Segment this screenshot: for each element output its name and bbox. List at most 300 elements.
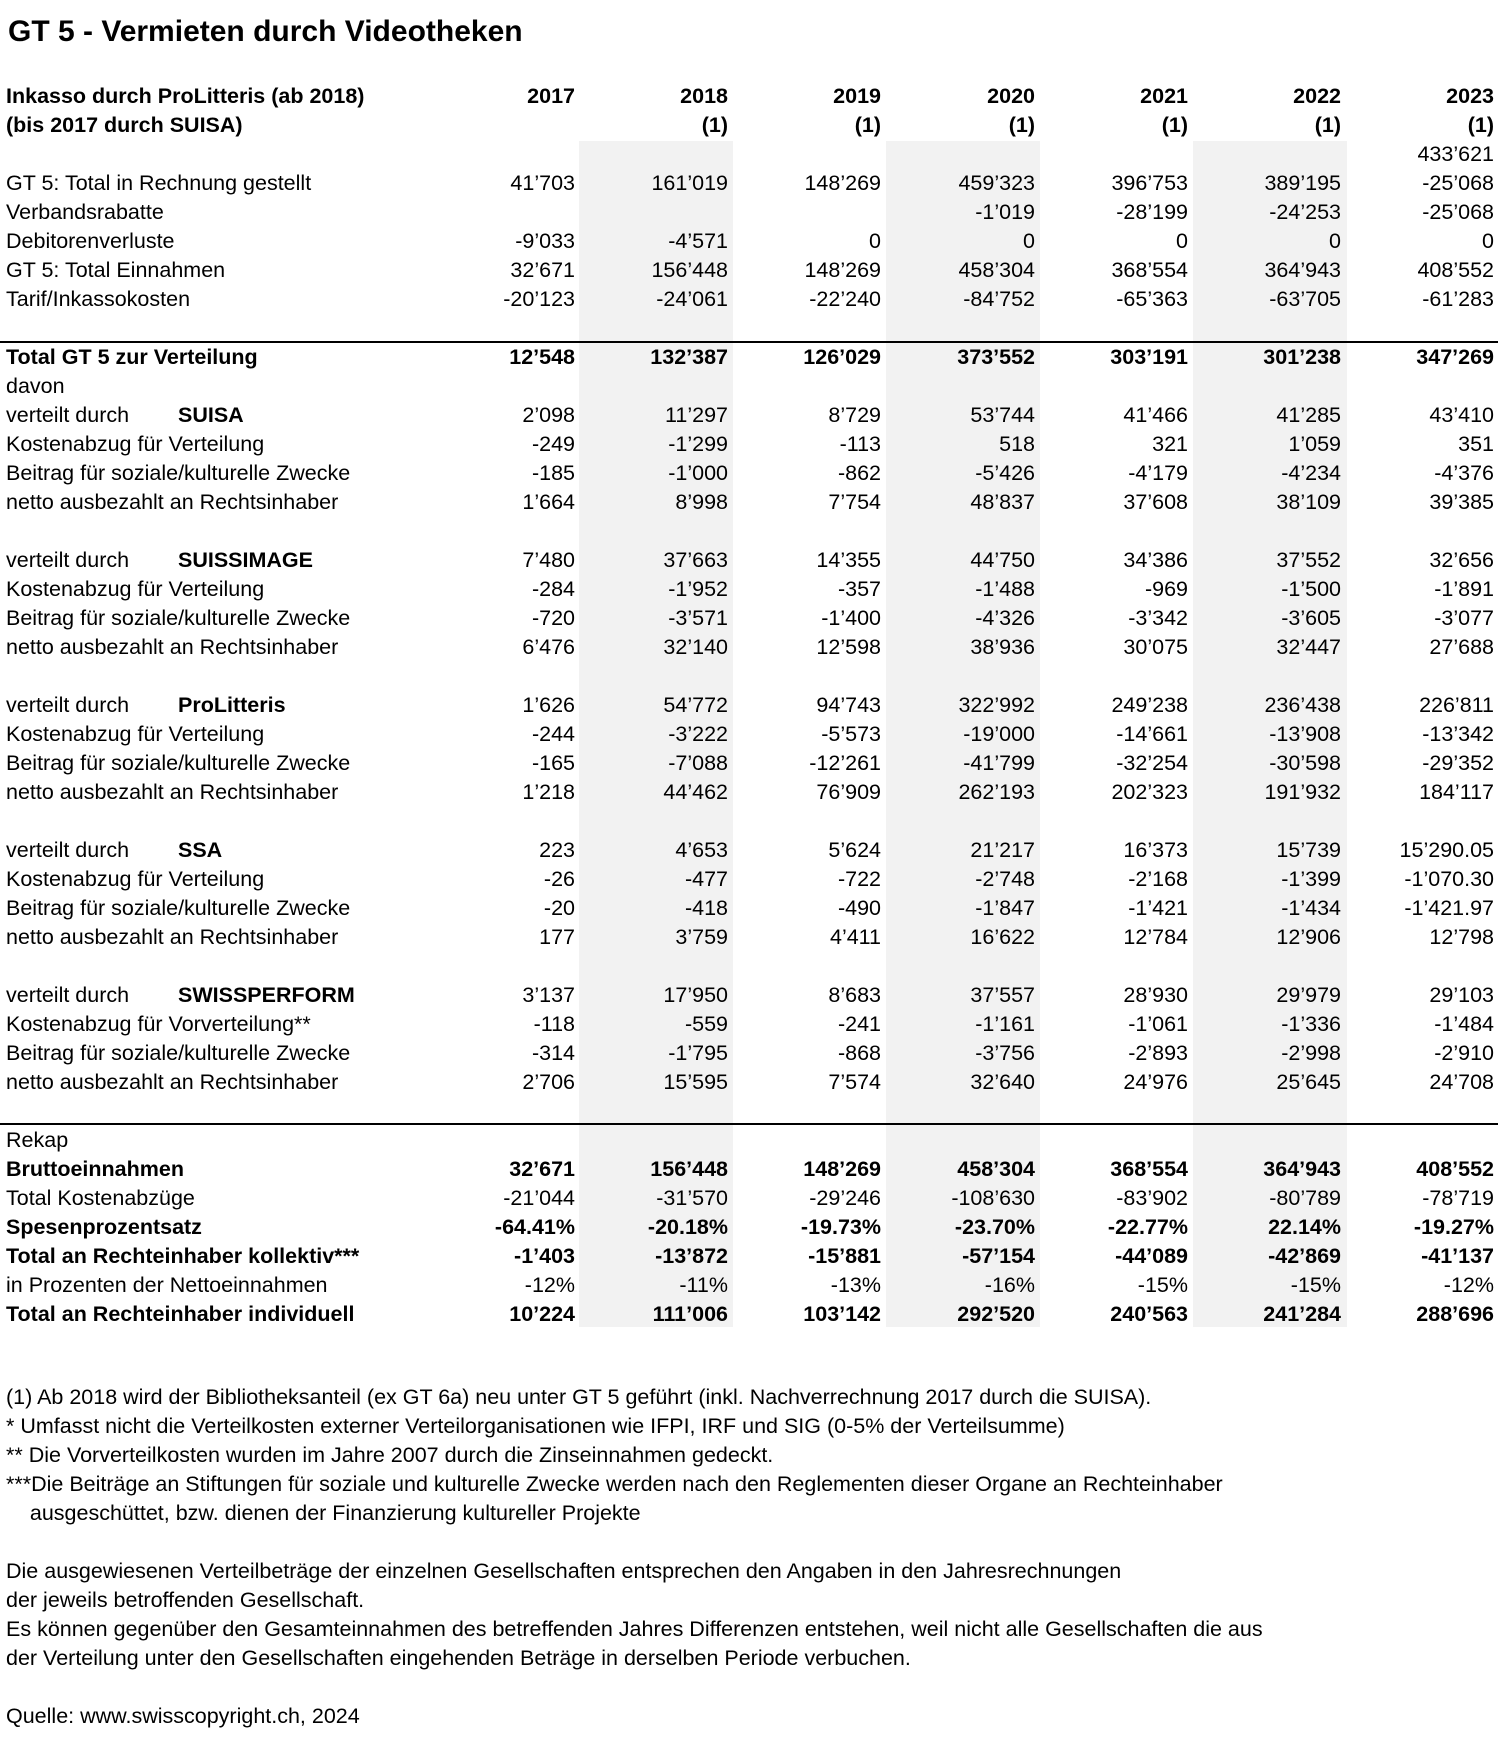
table-cell: 303’191 [1110, 345, 1188, 369]
table-cell: -24’061 [656, 287, 728, 311]
table-cell: 177 [539, 925, 575, 949]
footnote-line: ausgeschüttet, bzw. dienen der Finanzierung kultureller Projekte [6, 1501, 641, 1525]
table-cell: -4’234 [1281, 461, 1341, 485]
table-cell: 44’750 [970, 548, 1035, 572]
row-label: GT 5: Total Einnahmen [6, 258, 226, 282]
table-row [0, 662, 1500, 691]
table-cell: 0 [1176, 229, 1188, 253]
row-label: Kostenabzug für Verteilung [6, 577, 265, 601]
year-note: (1) [1161, 113, 1188, 137]
row-label: GT 5: Total in Rechnung gestellt [6, 171, 312, 195]
table-cell: -12’261 [809, 751, 881, 775]
year-header-2023: 2023 [1446, 84, 1494, 108]
table-cell: 148’269 [804, 258, 881, 282]
row-label: Total Kostenabzüge [6, 1186, 195, 1210]
table-cell: 1’218 [522, 780, 575, 804]
header-row-2 [0, 111, 1500, 140]
table-cell: -15% [1290, 1273, 1341, 1297]
table-cell: 103’142 [803, 1302, 881, 1326]
table-cell: -1’488 [975, 577, 1035, 601]
table-cell: 161’019 [651, 171, 728, 195]
table-cell: -108’630 [951, 1186, 1035, 1210]
table-cell: 241’284 [1263, 1302, 1341, 1326]
table-cell: -559 [684, 1012, 728, 1036]
table-cell: -4’376 [1434, 461, 1494, 485]
table-cell: -118 [533, 1012, 575, 1036]
table-cell: 76’909 [816, 780, 881, 804]
table-cell: -3’077 [1434, 606, 1494, 630]
table-cell: -3’756 [975, 1041, 1035, 1065]
table-cell: -3’342 [1128, 606, 1188, 630]
table-cell: 518 [999, 432, 1035, 456]
table-cell: -1’795 [668, 1041, 728, 1065]
table-cell: -3’605 [1281, 606, 1341, 630]
table-cell: -1’847 [975, 896, 1035, 920]
table-cell: -13% [830, 1273, 881, 1297]
organization-name: SWISSPERFORM [178, 983, 355, 1007]
table-row [0, 778, 1500, 807]
table-cell: 364’943 [1263, 1157, 1341, 1181]
table-cell: -5’573 [821, 722, 881, 746]
table-cell: 3’759 [675, 925, 728, 949]
row-label: verteilt durch [6, 693, 130, 717]
table-cell: 2’098 [522, 403, 575, 427]
table-row [0, 1039, 1500, 1068]
table-cell: 53’744 [970, 403, 1035, 427]
year-header-2019: 2019 [833, 84, 881, 108]
table-cell: -1’400 [821, 606, 881, 630]
table-cell: 408’552 [1416, 1157, 1494, 1181]
table-cell: 15’595 [663, 1070, 728, 1094]
table-cell: -5’426 [975, 461, 1035, 485]
row-label: Kostenabzug für Verteilung [6, 432, 265, 456]
table-row [0, 1155, 1500, 1184]
table-cell: 39’385 [1429, 490, 1494, 514]
table-cell: 10’224 [509, 1302, 575, 1326]
table-cell: -9’033 [515, 229, 575, 253]
table-cell: 301’238 [1263, 345, 1341, 369]
table-cell: 408’552 [1417, 258, 1494, 282]
header-label-line2: (bis 2017 durch SUISA) [6, 113, 243, 137]
table-cell: 29’979 [1276, 983, 1341, 1007]
table-row [0, 691, 1500, 720]
table-cell: -32’254 [1116, 751, 1188, 775]
table-cell: -25’068 [1422, 171, 1494, 195]
table-cell: -477 [684, 867, 728, 891]
table-cell: 32’671 [510, 258, 575, 282]
table-cell: -13’872 [655, 1244, 728, 1268]
table-cell: -61’283 [1422, 287, 1494, 311]
table-cell: 44’462 [663, 780, 728, 804]
table-cell: -969 [1144, 577, 1188, 601]
year-header-2017: 2017 [527, 84, 575, 108]
table-cell: 262’193 [958, 780, 1035, 804]
table-cell: 27’688 [1429, 635, 1494, 659]
year-note: (1) [854, 113, 881, 137]
table-cell: -1’019 [975, 200, 1035, 224]
table-row [0, 1126, 1500, 1155]
table-row [0, 575, 1500, 604]
table-cell: -1’952 [668, 577, 728, 601]
table-cell: 37’663 [663, 548, 728, 572]
table-cell: 8’998 [675, 490, 728, 514]
page-title: GT 5 - Vermieten durch Videotheken [8, 15, 523, 48]
table-cell: -1’891 [1434, 577, 1494, 601]
table-cell: 368’554 [1111, 258, 1188, 282]
table-cell: 29’103 [1429, 983, 1494, 1007]
table-cell: -1’421 [1128, 896, 1188, 920]
table-cell: -19.73% [800, 1215, 881, 1239]
row-label: Beitrag für soziale/kulturelle Zwecke [6, 751, 351, 775]
table-row [0, 807, 1500, 836]
table-cell: -15% [1137, 1273, 1188, 1297]
table-cell: 12’548 [509, 345, 575, 369]
table-row [0, 546, 1500, 575]
table-cell: -2’998 [1281, 1041, 1341, 1065]
table-cell: -26 [543, 867, 575, 891]
table-cell: -4’326 [975, 606, 1035, 630]
table-cell: 347’269 [1416, 345, 1494, 369]
table-cell: 148’269 [803, 1157, 881, 1181]
table-cell: 38’109 [1276, 490, 1341, 514]
table-cell: -2’910 [1434, 1041, 1494, 1065]
table-cell: 433’621 [1417, 142, 1494, 166]
row-label: netto ausbezahlt an Rechtsinhaber [6, 490, 339, 514]
table-cell: 15’290.05 [1399, 838, 1494, 862]
table-cell: 7’754 [828, 490, 881, 514]
table-row [0, 894, 1500, 923]
organization-name: SSA [178, 838, 223, 862]
table-cell: 202’323 [1111, 780, 1188, 804]
table-cell: 32’656 [1429, 548, 1494, 572]
row-label: Kostenabzug für Verteilung [6, 722, 265, 746]
table-cell: 41’703 [510, 171, 575, 195]
table-cell: 37’552 [1276, 548, 1341, 572]
table-row [0, 372, 1500, 401]
table-cell: -44’089 [1115, 1244, 1188, 1268]
table-cell: -720 [531, 606, 575, 630]
table-row [0, 1010, 1500, 1039]
table-cell: 7’480 [522, 548, 575, 572]
table-cell: 21’217 [970, 838, 1035, 862]
year-header-2018: 2018 [680, 84, 728, 108]
header-row-1 [0, 82, 1500, 111]
table-cell: -16% [984, 1273, 1035, 1297]
table-cell: -20 [543, 896, 575, 920]
table-cell: -63’705 [1269, 287, 1341, 311]
row-label: in Prozenten der Nettoeinnahmen [6, 1273, 328, 1297]
row-label: Beitrag für soziale/kulturelle Zwecke [6, 1041, 351, 1065]
table-cell: -83’902 [1116, 1186, 1188, 1210]
organization-name: SUISSIMAGE [178, 548, 313, 572]
table-row [0, 169, 1500, 198]
table-cell: -78’719 [1422, 1186, 1494, 1210]
table-cell: -23.70% [954, 1215, 1035, 1239]
row-label: davon [6, 374, 65, 398]
table-cell: -31’570 [656, 1186, 728, 1210]
table-cell: -1’000 [668, 461, 728, 485]
table-cell: 38’936 [970, 635, 1035, 659]
table-cell: 24’976 [1123, 1070, 1188, 1094]
organization-name: ProLitteris [178, 693, 286, 717]
table-cell: -1’161 [975, 1012, 1035, 1036]
table-cell: -22’240 [809, 287, 881, 311]
row-label: netto ausbezahlt an Rechtsinhaber [6, 780, 339, 804]
table-cell: 22.14% [1268, 1215, 1341, 1239]
table-row [0, 1271, 1500, 1300]
table-cell: 132’387 [650, 345, 728, 369]
table-cell: 184’117 [1419, 780, 1494, 804]
table-row [0, 981, 1500, 1010]
table-cell: -42’869 [1268, 1244, 1341, 1268]
table-cell: 2’706 [522, 1070, 575, 1094]
table-cell: -1’403 [514, 1244, 575, 1268]
table-row [0, 1213, 1500, 1242]
table-cell: 41’466 [1123, 403, 1188, 427]
table-cell: -22.77% [1107, 1215, 1188, 1239]
table-row [0, 343, 1500, 372]
table-row [0, 488, 1500, 517]
table-cell: -2’168 [1128, 867, 1188, 891]
table-row [0, 285, 1500, 314]
table-cell: -80’789 [1269, 1186, 1341, 1210]
table-cell: -28’199 [1116, 200, 1188, 224]
table-row [0, 198, 1500, 227]
row-label: verteilt durch [6, 838, 130, 862]
table-cell: 321 [1152, 432, 1188, 456]
row-label: Beitrag für soziale/kulturelle Zwecke [6, 461, 351, 485]
table-row [0, 256, 1500, 285]
year-header-2020: 2020 [987, 84, 1035, 108]
table-cell: 34’386 [1123, 548, 1188, 572]
footnote-line: der jeweils betroffenden Gesellschaft. [6, 1588, 365, 1612]
table-row [0, 517, 1500, 546]
table-cell: -185 [531, 461, 575, 485]
table-cell: -249 [531, 432, 575, 456]
row-label: Total GT 5 zur Verteilung [6, 345, 258, 369]
table-cell: 0 [1329, 229, 1341, 253]
table-cell: 373’552 [957, 345, 1035, 369]
footnote-line: ***Die Beiträge an Stiftungen für soziale und kulturelle Zwecke werden nach den Reglementen dieser Organe an Rechteinhaber [6, 1472, 1223, 1496]
table-cell: 15’739 [1276, 838, 1341, 862]
row-label: Spesenprozentsatz [6, 1215, 202, 1239]
footnote-line: (1) Ab 2018 wird der Bibliotheksanteil (ex GT 6a) neu unter GT 5 geführt (inkl. Nachverrechnung 2017 durch die SUISA). [6, 1385, 1152, 1409]
table-cell: 28’930 [1123, 983, 1188, 1007]
table-cell: -357 [837, 577, 881, 601]
table-cell: 11’297 [665, 403, 728, 427]
table-cell: 1’664 [522, 490, 575, 514]
table-cell: 17’950 [663, 983, 728, 1007]
table-row [0, 1097, 1500, 1126]
row-label: Kostenabzug für Verteilung [6, 867, 265, 891]
table-cell: -4’571 [668, 229, 728, 253]
row-label: netto ausbezahlt an Rechtsinhaber [6, 1070, 339, 1094]
table-cell: -11% [679, 1273, 728, 1297]
table-cell: 16’622 [970, 925, 1035, 949]
table-cell: -113 [839, 432, 881, 456]
table-cell: -241 [837, 1012, 881, 1036]
table-cell: -41’799 [963, 751, 1035, 775]
table-cell: 30’075 [1123, 635, 1188, 659]
table-cell: -722 [837, 867, 881, 891]
row-label: Debitorenverluste [6, 229, 175, 253]
table-cell: -1’421.97 [1404, 896, 1494, 920]
table-cell: 8’683 [828, 983, 881, 1007]
row-label: Kostenabzug für Vorverteilung** [6, 1012, 311, 1036]
table-cell: 4’411 [829, 925, 881, 949]
table-cell: 223 [539, 838, 575, 862]
table-cell: -14’661 [1116, 722, 1188, 746]
table-row [0, 1184, 1500, 1213]
row-label: verteilt durch [6, 983, 130, 1007]
table-cell: 12’784 [1123, 925, 1188, 949]
row-label: netto ausbezahlt an Rechtsinhaber [6, 635, 339, 659]
table-cell: 54’772 [663, 693, 728, 717]
table-cell: 7’574 [828, 1070, 881, 1094]
table-cell: -20’123 [503, 287, 575, 311]
table-cell: 32’447 [1276, 635, 1341, 659]
table-cell: 43’410 [1429, 403, 1494, 427]
table-row [0, 604, 1500, 633]
row-label: Rekap [6, 1128, 69, 1152]
footnote-line: Es können gegenüber den Gesamteinnahmen des betreffenden Jahres Differenzen entstehen, weil nicht alle Gesellschaften die aus [6, 1617, 1263, 1641]
table-row [0, 720, 1500, 749]
row-label: Tarif/Inkassokosten [6, 287, 191, 311]
table-cell: -29’352 [1422, 751, 1494, 775]
table-cell: 351 [1458, 432, 1494, 456]
table-cell: -284 [531, 577, 575, 601]
table-cell: -165 [531, 751, 575, 775]
table-row [0, 1068, 1500, 1097]
table-cell: -41’137 [1421, 1244, 1494, 1268]
year-note: (1) [1467, 113, 1494, 137]
table-cell: 8’729 [828, 403, 881, 427]
table-cell: -1’500 [1281, 577, 1341, 601]
year-note: (1) [1008, 113, 1035, 137]
table-cell: 48’837 [970, 490, 1035, 514]
table-cell: -20.18% [647, 1215, 728, 1239]
organization-name: SUISA [178, 403, 244, 427]
year-note: (1) [1314, 113, 1341, 137]
table-cell: -65’363 [1116, 287, 1188, 311]
table-cell: 459’323 [958, 171, 1035, 195]
table-cell: 37’557 [970, 983, 1035, 1007]
table-cell: 32’640 [970, 1070, 1035, 1094]
table-cell: -84’752 [963, 287, 1035, 311]
table-cell: 12’598 [816, 635, 881, 659]
table-row [0, 836, 1500, 865]
table-cell: -15’881 [808, 1244, 881, 1268]
table-cell: 236’438 [1264, 693, 1341, 717]
table-cell: -314 [531, 1041, 575, 1065]
table-cell: -1’299 [668, 432, 728, 456]
table-cell: 111’006 [652, 1302, 728, 1326]
table-cell: 1’059 [1288, 432, 1341, 456]
table-cell: -7’088 [668, 751, 728, 775]
table-cell: 32’140 [663, 635, 728, 659]
table-cell: -21’044 [503, 1186, 575, 1210]
table-cell: 4’653 [675, 838, 728, 862]
table-cell: -862 [837, 461, 881, 485]
footnote-line: ** Die Vorverteilkosten wurden im Jahre 2007 durch die Zinseinnahmen gedeckt. [6, 1443, 774, 1467]
table-cell: 14’355 [816, 548, 881, 572]
table-cell: 396’753 [1111, 171, 1188, 195]
table-cell: -19.27% [1413, 1215, 1494, 1239]
table-cell: -24’253 [1269, 200, 1341, 224]
table-cell: -868 [837, 1041, 881, 1065]
table-cell: 94’743 [816, 693, 881, 717]
table-cell: 126’029 [803, 345, 881, 369]
table-row [0, 227, 1500, 256]
table-cell: 458’304 [957, 1157, 1035, 1181]
table-row [0, 923, 1500, 952]
table-row [0, 459, 1500, 488]
table-row [0, 401, 1500, 430]
table-row [0, 865, 1500, 894]
table-cell: 3’137 [522, 983, 575, 1007]
table-cell: 364’943 [1264, 258, 1341, 282]
row-label: netto ausbezahlt an Rechtsinhaber [6, 925, 339, 949]
table-row [0, 952, 1500, 981]
table-cell: -13’908 [1269, 722, 1341, 746]
table-cell: 389’195 [1264, 171, 1341, 195]
row-label: Beitrag für soziale/kulturelle Zwecke [6, 606, 351, 630]
table-cell: -2’748 [975, 867, 1035, 891]
table-cell: -3’222 [668, 722, 728, 746]
footnote-line: der Verteilung unter den Gesellschaften eingehenden Beträge in derselben Periode verbuchen. [6, 1646, 911, 1670]
table-cell: -13’342 [1422, 722, 1494, 746]
table-cell: 37’608 [1123, 490, 1188, 514]
table-cell: -29’246 [809, 1186, 881, 1210]
row-label: verteilt durch [6, 548, 130, 572]
table-cell: 0 [1482, 229, 1494, 253]
table-cell: -3’571 [668, 606, 728, 630]
table-cell: 24’708 [1429, 1070, 1494, 1094]
table-cell: -4’179 [1128, 461, 1188, 485]
table-cell: 41’285 [1276, 403, 1341, 427]
table-cell: 156’448 [650, 1157, 728, 1181]
row-label: verteilt durch [6, 403, 130, 427]
table-row [0, 430, 1500, 459]
table-cell: 322’992 [958, 693, 1035, 717]
table-cell: 292’520 [957, 1302, 1035, 1326]
row-label: Total an Rechteinhaber individuell [6, 1302, 355, 1326]
table-cell: 226’811 [1419, 693, 1494, 717]
table-cell: 32’671 [509, 1157, 575, 1181]
table-cell: 458’304 [958, 258, 1035, 282]
table-cell: 12’798 [1429, 925, 1494, 949]
table-cell: 288’696 [1416, 1302, 1494, 1326]
table-cell: -25’068 [1422, 200, 1494, 224]
year-header-2022: 2022 [1293, 84, 1341, 108]
table-row [0, 633, 1500, 662]
table-cell: -490 [837, 896, 881, 920]
table-cell: 368’554 [1110, 1157, 1188, 1181]
table-cell: 1’626 [522, 693, 575, 717]
table-cell: 156’448 [651, 258, 728, 282]
table-cell: -12% [1443, 1273, 1494, 1297]
row-label: Verbandsrabatte [6, 200, 164, 224]
table-row [0, 1300, 1500, 1329]
table-cell: 16’373 [1123, 838, 1188, 862]
table-cell: -2’893 [1128, 1041, 1188, 1065]
table-cell: 249’238 [1111, 693, 1188, 717]
row-label: Beitrag für soziale/kulturelle Zwecke [6, 896, 351, 920]
table-cell: 12’906 [1276, 925, 1341, 949]
table-cell: -244 [531, 722, 575, 746]
table-cell: 5’624 [828, 838, 881, 862]
table-cell: -1’484 [1434, 1012, 1494, 1036]
